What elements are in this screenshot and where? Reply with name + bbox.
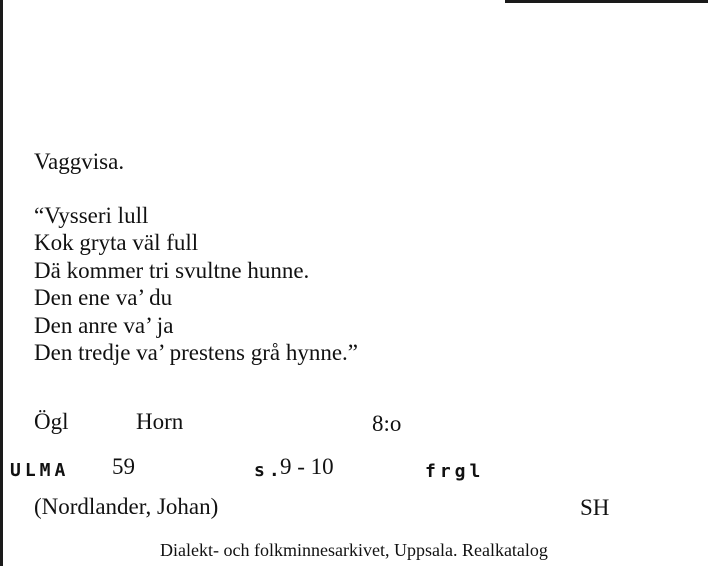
card-left-edge <box>0 0 3 566</box>
pages-label: s. <box>254 460 284 481</box>
card-top-rule <box>505 0 708 3</box>
archive-number: 59 <box>112 454 135 479</box>
card-title: Vaggvisa. <box>34 149 125 174</box>
collector-name: (Nordlander, Johan) <box>34 494 219 519</box>
verse-line: Den anre va’ ja <box>34 312 174 338</box>
pages-range: 9 - 10 <box>280 454 334 479</box>
archive-code: ULMA <box>10 460 70 481</box>
format-label: 8:o <box>372 411 402 436</box>
archive-footer: Dialekt- och folkminnesarkivet, Uppsala. Realkatalog <box>160 540 548 560</box>
verse-line: Dä kommer tri svultne hunne. <box>34 257 310 283</box>
verse-line: Den ene va’ du <box>34 285 173 311</box>
verse-line: Kok gryta väl full <box>34 230 199 256</box>
category-code: frgl <box>425 461 485 482</box>
region-label: Ögl <box>34 409 69 434</box>
verse-line: Den tredje va’ prestens grå hynne.” <box>34 340 358 366</box>
place-label: Horn <box>136 409 184 434</box>
initials: SH <box>580 495 610 520</box>
verse-block <box>34 202 358 366</box>
verse-line: “Vysseri lull <box>34 203 149 228</box>
